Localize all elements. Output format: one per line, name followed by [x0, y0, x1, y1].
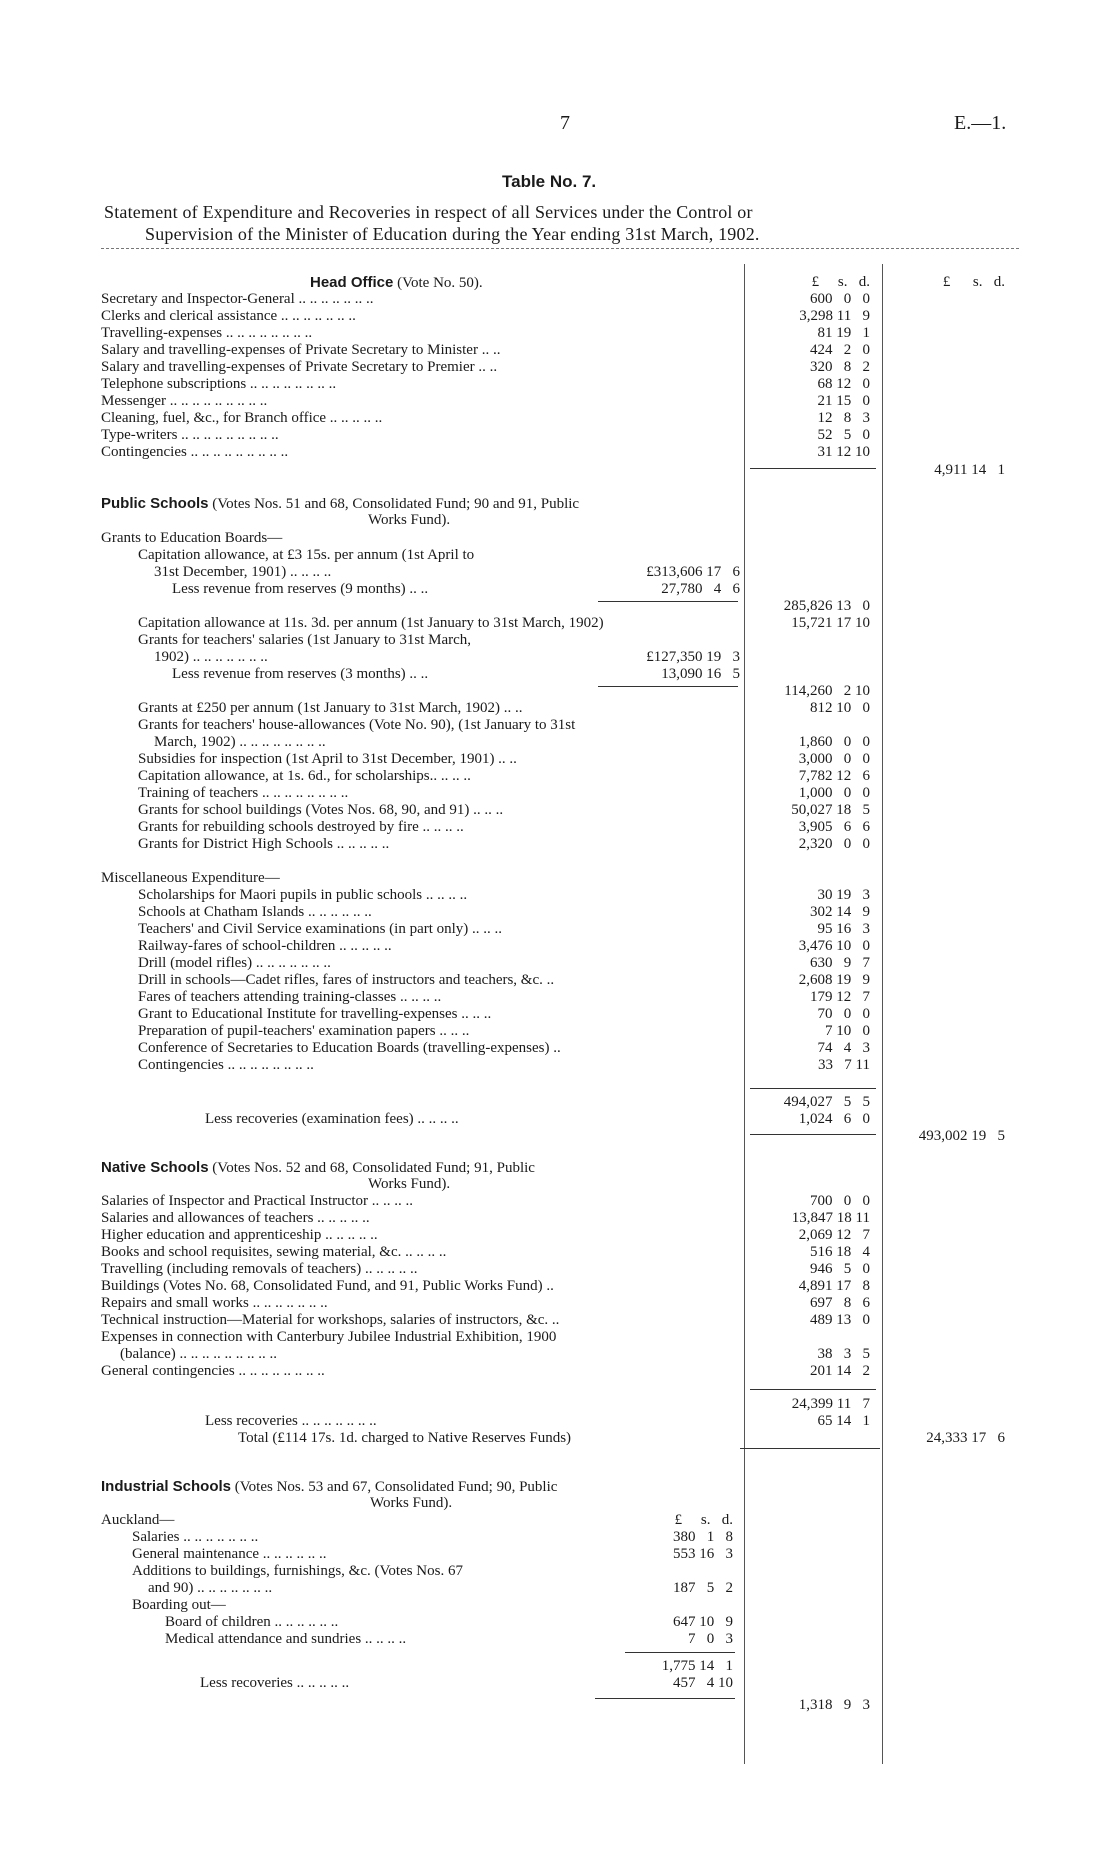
- head-office-row-value: 68 12 0: [817, 376, 870, 392]
- capitation-net: 285,826 13 0: [783, 598, 870, 614]
- column-rule-1: [744, 264, 745, 1764]
- public-schools-row-label: Grants for school buildings (Votes Nos. 68, 90, and 91) .. .. ..: [138, 802, 504, 818]
- native-general-contingencies: General contingencies .. .. .. .. .. .. .. ..: [101, 1363, 325, 1379]
- medical-attendance-value: 7 0 3: [688, 1631, 733, 1647]
- head-office-row-value: 31 12 10: [817, 444, 870, 460]
- public-schools-row-value: 7,782 12 6: [798, 768, 870, 784]
- native-expenses-a: Expenses in connection with Canterbury Jubilee Industrial Exhibition, 1900: [101, 1329, 557, 1345]
- native-schools-row-value: 946 5 0: [810, 1261, 870, 1277]
- salaries-line-b: 1902) .. .. .. .. .. .. ..: [154, 649, 268, 665]
- native-general-contingencies-value: 201 14 2: [810, 1363, 870, 1379]
- native-subtotal: 24,399 11 7: [791, 1396, 870, 1412]
- public-schools-row-value: 3,000 0 0: [798, 751, 870, 767]
- native-schools-row-value: 489 13 0: [810, 1312, 870, 1328]
- auckland-salaries: Salaries .. .. .. .. .. .. ..: [132, 1529, 259, 1545]
- native-schools-row-value: 2,069 12 7: [798, 1227, 870, 1243]
- salaries-rule: [598, 686, 738, 687]
- misc-expenditure-row-value: 2,608 19 9: [798, 972, 870, 988]
- page-reference: E.—1.: [954, 112, 1007, 134]
- head-office-row-value: 320 8 2: [810, 359, 870, 375]
- public-schools-less-recoveries: Less recoveries (examination fees) .. .. .. ..: [205, 1111, 459, 1127]
- salaries-net: 114,260 2 10: [784, 683, 870, 699]
- industrial-schools-votes: (Votes Nos. 53 and 67, Consolidated Fund; 90, Public: [234, 1479, 558, 1495]
- native-schools-row-label: Technical instruction—Material for workshops, salaries of instructors, &c. ..: [101, 1312, 560, 1328]
- native-schools-row-value: 516 18 4: [810, 1244, 870, 1260]
- capitation-line-a: Capitation allowance, at £3 15s. per annum (1st April to: [138, 547, 475, 563]
- native-schools-votes-2: Works Fund).: [368, 1176, 451, 1192]
- misc-expenditure-row-label: Teachers' and Civil Service examinations (in part only) .. .. ..: [138, 921, 503, 937]
- native-schools-total: 24,333 17 6: [926, 1430, 1005, 1446]
- native-less-value: 65 14 1: [817, 1413, 870, 1429]
- salaries-gross: £127,350 19 3: [646, 649, 740, 665]
- misc-expenditure-row-label: Fares of teachers attending training-classes .. .. .. ..: [138, 989, 442, 1005]
- public-schools-heading: [101, 495, 579, 513]
- head-office-row-value: 52 5 0: [817, 427, 870, 443]
- misc-expenditure-row-value: 30 19 3: [817, 887, 870, 903]
- public-schools-row-value: 2,320 0 0: [798, 836, 870, 852]
- misc-expenditure-row-value: 95 16 3: [817, 921, 870, 937]
- grants-heading: Grants to Education Boards—: [101, 530, 283, 546]
- board-of-children: Board of children .. .. .. .. .. ..: [165, 1614, 339, 1630]
- auckland-additions-a: Additions to buildings, furnishings, &c. (Votes Nos. 67: [132, 1563, 463, 1579]
- auckland-inner-heading: £ s. d.: [674, 1512, 733, 1528]
- auckland-additions-value: 187 5 2: [673, 1580, 733, 1596]
- head-office-row-label: Contingencies .. .. .. .. .. .. .. .. ..: [101, 444, 289, 460]
- native-schools-title: Native Schools: [101, 1159, 209, 1176]
- public-schools-row-label: Grants for District High Schools .. .. .. .. ..: [138, 836, 390, 852]
- head-office-row-label: Salary and travelling-expenses of Private Secretary to Minister .. ..: [101, 342, 501, 358]
- misc-expenditure-row-label: Drill (model rifles) .. .. .. .. .. .. ..: [138, 955, 331, 971]
- caption-line-2: Supervision of the Minister of Education during the Year ending 31st March, 1902.: [145, 224, 760, 244]
- misc-expenditure-row-label: Scholarships for Maori pupils in public schools .. .. .. ..: [138, 887, 468, 903]
- auckland-general-maintenance-value: 553 16 3: [673, 1546, 733, 1562]
- industrial-schools-title: Industrial Schools: [101, 1478, 232, 1495]
- head-office-row-label: Type-writers .. .. .. .. .. .. .. .. ..: [101, 427, 279, 443]
- public-schools-row-label: Training of teachers .. .. .. .. .. .. .. ..: [138, 785, 349, 801]
- public-schools-votes: (Votes Nos. 51 and 68, Consolidated Fund; 90 and 91, Public: [212, 496, 580, 512]
- house-allowances-a: Grants for teachers' house-allowances (Vote No. 90), (1st January to 31st: [138, 717, 576, 733]
- house-allowances-b: March, 1902) .. .. .. .. .. .. .. ..: [154, 734, 326, 750]
- native-schools-row-value: 697 8 6: [810, 1295, 870, 1311]
- public-schools-less-value: 1,024 6 0: [798, 1111, 870, 1127]
- native-schools-row-value: 13,847 18 11: [791, 1210, 870, 1226]
- industrial-less-recoveries: Less recoveries .. .. .. .. ..: [200, 1675, 350, 1691]
- salaries-less-revenue: Less revenue from reserves (3 months) .. ..: [172, 666, 429, 682]
- public-schools-total-rule: [750, 1134, 876, 1135]
- industrial-subtotal-rule: [625, 1652, 735, 1653]
- grants-250: Grants at £250 per annum (1st January to 31st March, 1902) .. ..: [138, 700, 523, 716]
- industrial-total-rule: [595, 1698, 735, 1699]
- misc-expenditure-row-value: 70 0 0: [817, 1006, 870, 1022]
- capitation-line-b: 31st December, 1901) .. .. .. ..: [154, 564, 332, 580]
- head-office-row-label: Messenger .. .. .. .. .. .. .. .. ..: [101, 393, 268, 409]
- top-rule: [101, 248, 1019, 249]
- head-office-row-value: 12 8 3: [817, 410, 870, 426]
- native-total-rule: [740, 1448, 880, 1449]
- public-schools-row-label: Subsidies for inspection (1st April to 31st December, 1901) .. ..: [138, 751, 517, 767]
- head-office-row-label: Secretary and Inspector-General .. .. .. .. .. .. ..: [101, 291, 374, 307]
- native-expenses-value: 38 3 5: [817, 1346, 870, 1362]
- head-office-total: 4,911 14 1: [934, 462, 1005, 478]
- public-schools-subtotal: 494,027 5 5: [783, 1094, 870, 1110]
- capitation-2: Capitation allowance at 11s. 3d. per annum (1st January to 31st March, 1902): [138, 615, 604, 631]
- industrial-schools-heading: [101, 1478, 557, 1496]
- public-schools-row-value: 1,000 0 0: [798, 785, 870, 801]
- public-schools-votes-2: Works Fund).: [368, 512, 451, 528]
- public-schools-row-value: 3,905 6 6: [798, 819, 870, 835]
- native-subtotal-rule: [750, 1389, 876, 1390]
- table-title: Table No. 7.: [502, 172, 597, 191]
- industrial-schools-votes-2: Works Fund).: [370, 1495, 453, 1511]
- column-heading-2: £ s. d.: [942, 274, 1005, 290]
- industrial-schools-total: 1,318 9 3: [798, 1697, 870, 1713]
- head-office-row-value: 3,298 11 9: [799, 308, 870, 324]
- capitation-less-value: 27,780 4 6: [661, 581, 740, 597]
- misc-expenditure-row-value: 302 14 9: [810, 904, 870, 920]
- head-office-row-label: Travelling-expenses .. .. .. .. .. .. .. ..: [101, 325, 313, 341]
- head-office-row-value: 81 19 1: [817, 325, 870, 341]
- native-schools-row-label: Repairs and small works .. .. .. .. .. .. ..: [101, 1295, 328, 1311]
- native-schools-row-label: Buildings (Votes No. 68, Consolidated Fund, and 91, Public Works Fund) ..: [101, 1278, 554, 1294]
- misc-expenditure-row-label: Railway-fares of school-children .. .. .. .. ..: [138, 938, 392, 954]
- industrial-less-value: 457 4 10: [673, 1675, 733, 1691]
- salaries-line-a: Grants for teachers' salaries (1st January to 31st March,: [138, 632, 472, 648]
- native-expenses-b: (balance) .. .. .. .. .. .. .. .. ..: [120, 1346, 278, 1362]
- capitation-less-revenue: Less revenue from reserves (9 months) .. ..: [172, 581, 429, 597]
- page-number: 7: [560, 112, 570, 134]
- native-schools-row-value: 4,891 17 8: [798, 1278, 870, 1294]
- capitation-rule: [598, 601, 738, 602]
- head-office-row-label: Clerks and clerical assistance .. .. .. .. .. .. ..: [101, 308, 356, 324]
- native-schools-row-label: Salaries and allowances of teachers .. .. .. .. ..: [101, 1210, 370, 1226]
- misc-expenditure-row-value: 74 4 3: [817, 1040, 870, 1056]
- native-schools-row-value: 700 0 0: [810, 1193, 870, 1209]
- capitation-gross: £313,606 17 6: [646, 564, 740, 580]
- column-rule-2: [882, 264, 883, 1764]
- misc-expenditure-row-value: 33 7 11: [818, 1057, 870, 1073]
- native-schools-row-label: Higher education and apprenticeship .. .. .. .. ..: [101, 1227, 378, 1243]
- grants-250-value: 812 10 0: [810, 700, 870, 716]
- auckland-general-maintenance: General maintenance .. .. .. .. .. ..: [132, 1546, 327, 1562]
- head-office-title: Head Office: [310, 274, 394, 291]
- head-office-vote: (Vote No. 50).: [397, 275, 483, 291]
- house-allowances-value: 1,860 0 0: [798, 734, 870, 750]
- public-schools-row-label: Grants for rebuilding schools destroyed by fire .. .. .. ..: [138, 819, 464, 835]
- capitation-2-value: 15,721 17 10: [791, 615, 870, 631]
- misc-expenditure-row-value: 179 12 7: [810, 989, 870, 1005]
- native-less-recoveries: Less recoveries .. .. .. .. .. .. ..: [205, 1413, 377, 1429]
- head-office-heading: [310, 274, 483, 292]
- misc-expenditure-row-value: 7 10 0: [825, 1023, 870, 1039]
- boarding-out-heading: Boarding out—: [132, 1597, 226, 1613]
- column-heading-1: £ s. d.: [811, 274, 870, 290]
- public-schools-total: 493,002 19 5: [918, 1128, 1005, 1144]
- misc-expenditure-row-value: 630 9 7: [810, 955, 870, 971]
- head-office-row-label: Cleaning, fuel, &c., for Branch office .. .. .. .. ..: [101, 410, 383, 426]
- misc-expenditure-row-label: Conference of Secretaries to Education Boards (travelling-expenses) ..: [138, 1040, 561, 1056]
- misc-expenditure-row-label: Preparation of pupil-teachers' examination papers .. .. ..: [138, 1023, 470, 1039]
- native-total-note: Total (£114 17s. 1d. charged to Native Reserves Funds): [238, 1430, 572, 1446]
- misc-expenditure-row-label: Contingencies .. .. .. .. .. .. .. ..: [138, 1057, 314, 1073]
- salaries-less-value: 13,090 16 5: [661, 666, 740, 682]
- public-schools-row-value: 50,027 18 5: [791, 802, 870, 818]
- public-schools-row-label: Capitation allowance, at 1s. 6d., for scholarships.. .. .. ..: [138, 768, 471, 784]
- public-schools-title: Public Schools: [101, 495, 209, 512]
- misc-expenditure-row-value: 3,476 10 0: [798, 938, 870, 954]
- public-schools-subtotal-rule: [750, 1088, 876, 1089]
- native-schools-votes: (Votes Nos. 52 and 68, Consolidated Fund; 91, Public: [212, 1160, 535, 1176]
- misc-expenditure-row-label: Drill in schools—Cadet rifles, fares of instructors and teachers, &c. ..: [138, 972, 555, 988]
- head-office-row-value: 424 2 0: [810, 342, 870, 358]
- native-schools-heading: [101, 1159, 535, 1177]
- misc-expenditure-row-label: Grant to Educational Institute for travelling-expenses .. .. ..: [138, 1006, 492, 1022]
- auckland-heading: Auckland—: [101, 1512, 175, 1528]
- auckland-salaries-value: 380 1 8: [673, 1529, 733, 1545]
- auckland-additions-b: and 90) .. .. .. .. .. .. ..: [148, 1580, 273, 1596]
- medical-attendance: Medical attendance and sundries .. .. .. ..: [165, 1631, 407, 1647]
- board-of-children-value: 647 10 9: [673, 1614, 733, 1630]
- caption-line-1: Statement of Expenditure and Recoveries in respect of all Services under the Control or: [104, 202, 753, 222]
- native-schools-row-label: Travelling (including removals of teachers) .. .. .. .. ..: [101, 1261, 418, 1277]
- head-office-row-label: Telephone subscriptions .. .. .. .. .. .. .. ..: [101, 376, 337, 392]
- native-schools-row-label: Books and school requisites, sewing material, &c. .. .. .. ..: [101, 1244, 447, 1260]
- head-office-row-value: 600 0 0: [810, 291, 870, 307]
- industrial-subtotal: 1,775 14 1: [661, 1658, 733, 1674]
- misc-expenditure-row-label: Schools at Chatham Islands .. .. .. .. .. ..: [138, 904, 372, 920]
- misc-heading: Miscellaneous Expenditure—: [101, 870, 280, 886]
- head-office-row-value: 21 15 0: [817, 393, 870, 409]
- head-office-rule: [750, 468, 876, 469]
- native-schools-row-label: Salaries of Inspector and Practical Instructor .. .. .. ..: [101, 1193, 413, 1209]
- head-office-row-label: Salary and travelling-expenses of Private Secretary to Premier .. ..: [101, 359, 498, 375]
